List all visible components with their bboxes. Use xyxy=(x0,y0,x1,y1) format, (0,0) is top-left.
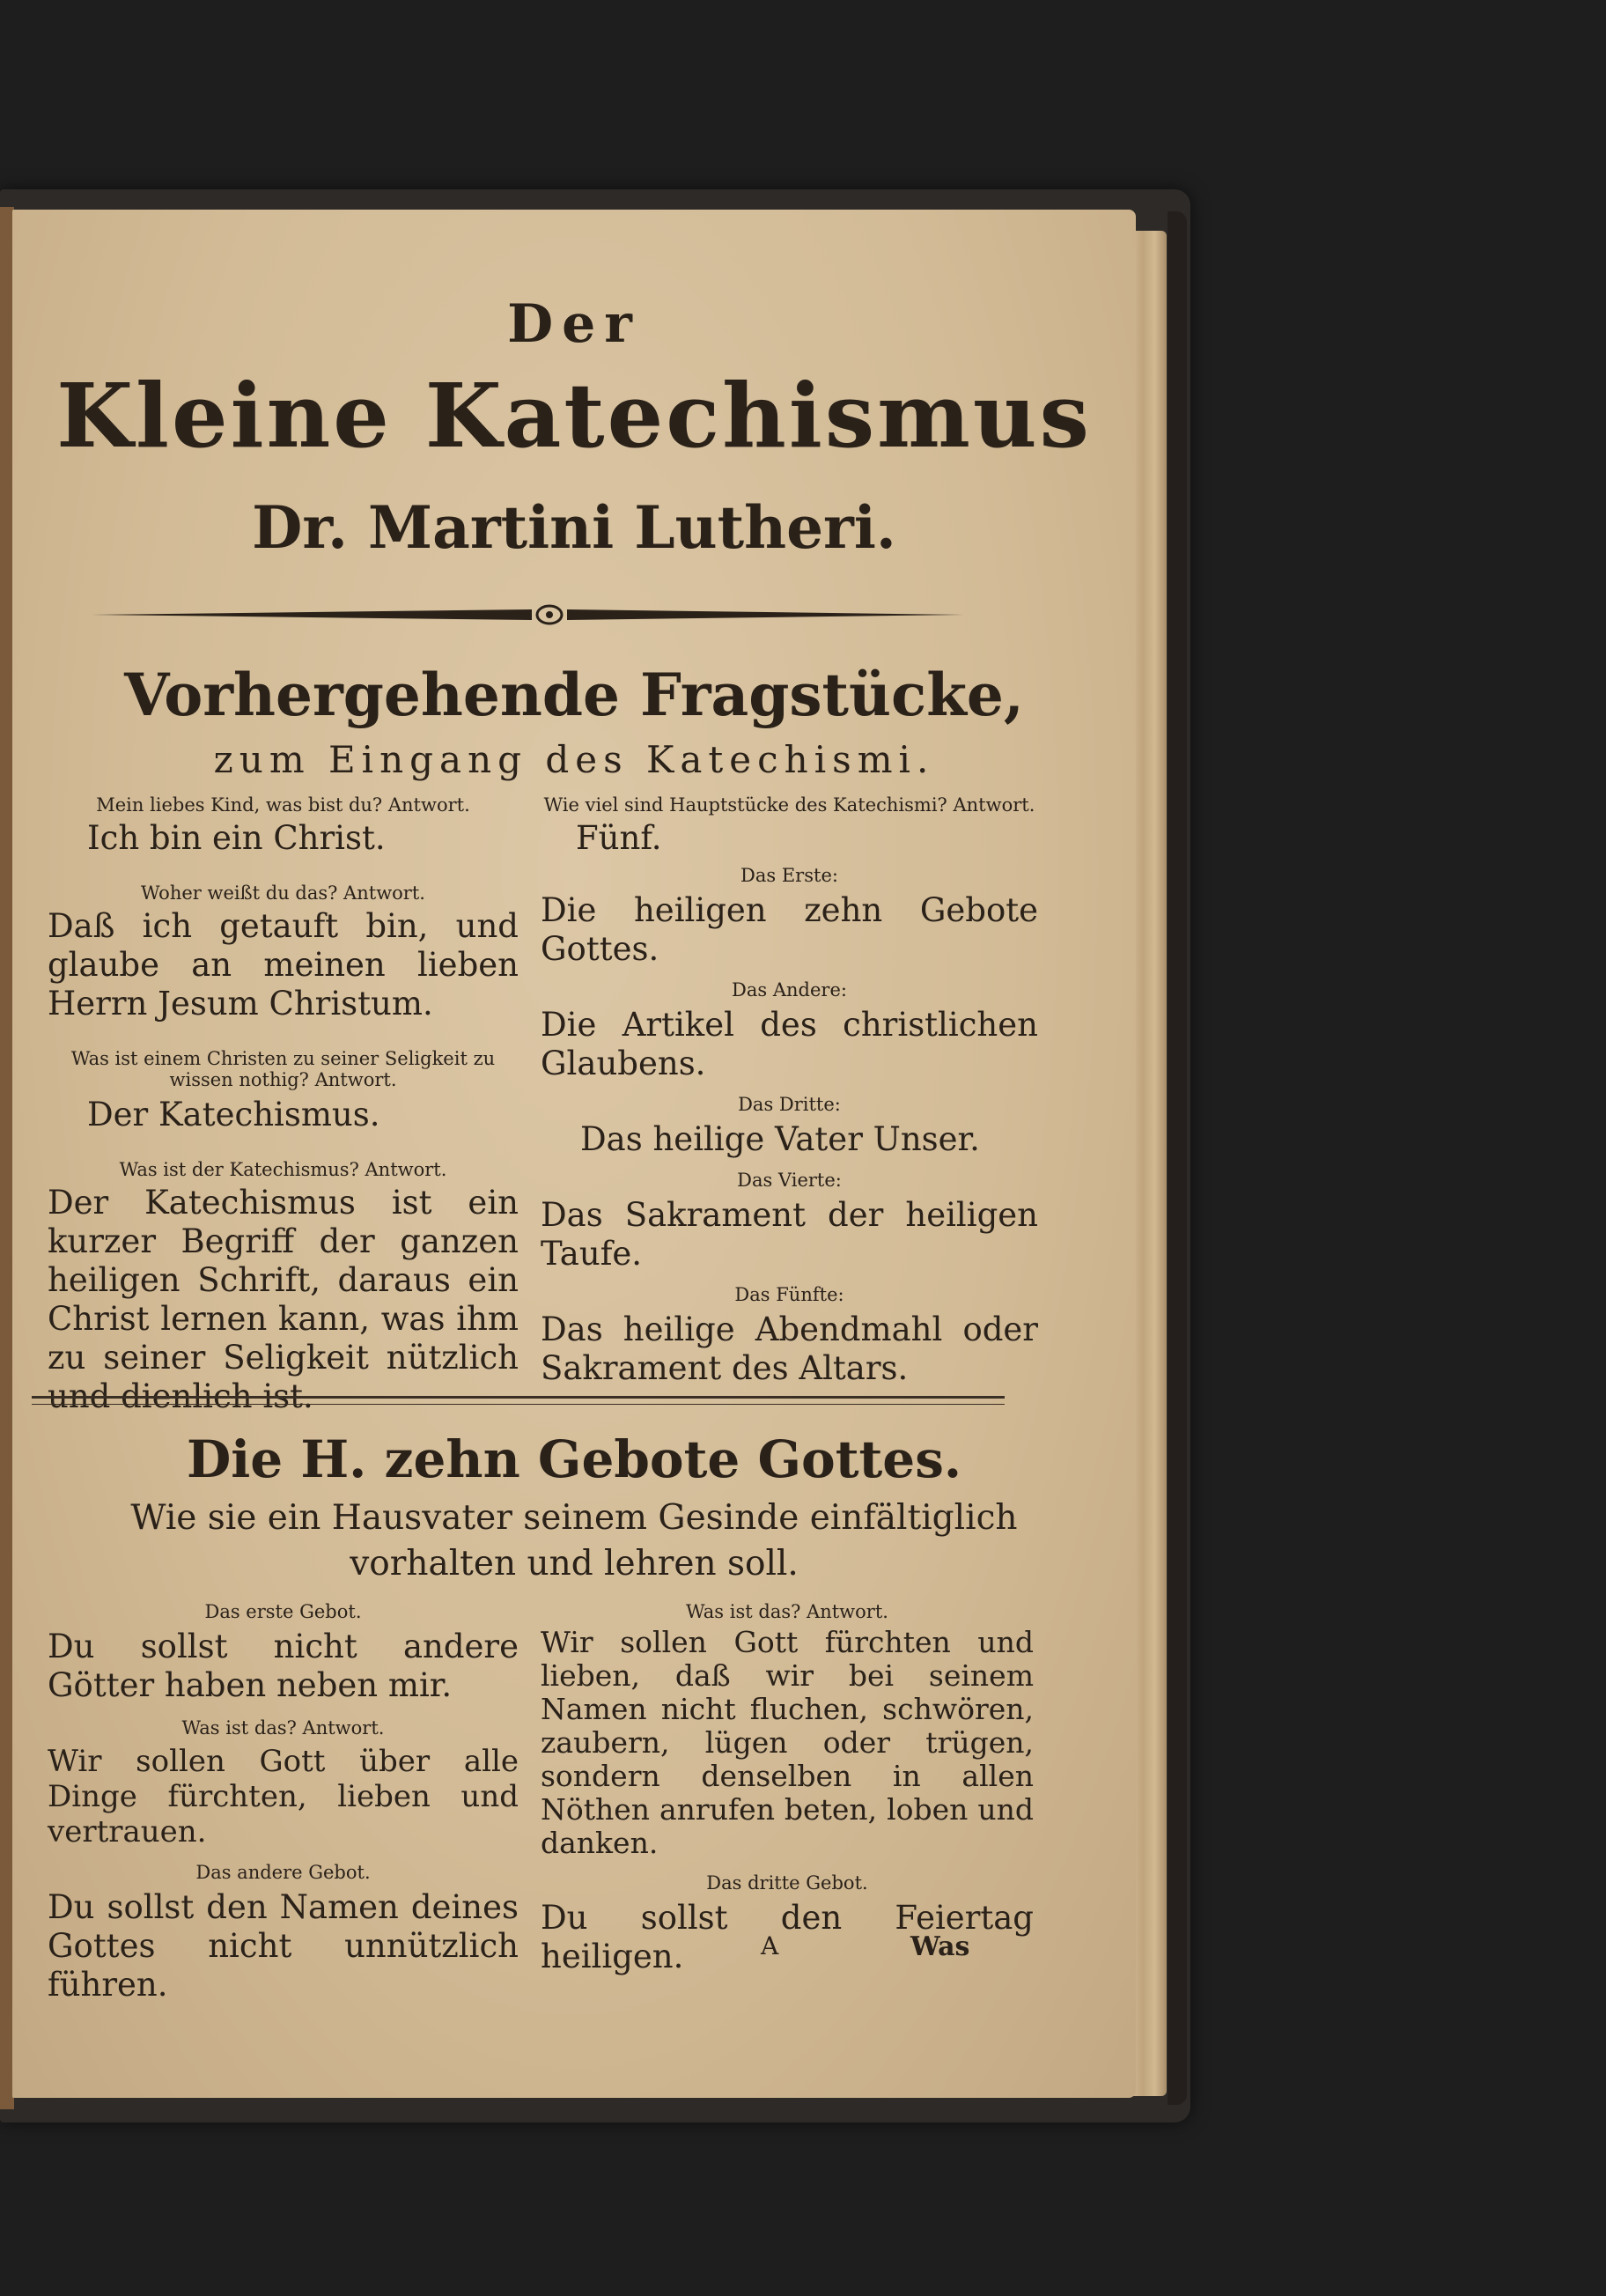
section1-subheading: zum Eingang des Katechismi. xyxy=(213,738,935,781)
question: Wie viel sind Hauptstücke des Katechismi? Antwort. xyxy=(543,794,1035,816)
title-article: Der xyxy=(507,293,641,355)
answer: Ich bin ein Christ. xyxy=(87,819,386,857)
item-label: Das dritte Gebot. xyxy=(706,1872,868,1894)
item-text: Du sollst nicht andere Götter haben neben mir. xyxy=(48,1628,519,1704)
item-text: Wir sollen Gott fürchten und lieben, daß wir bei seinem Namen nicht fluchen, schwören, zaubern, lügen oder trügen, sondern denselben in allen Nöthen anrufen beten, loben und danken. xyxy=(541,1625,1034,1860)
catchword: Was xyxy=(910,1931,970,1962)
item-label: Das Vierte: xyxy=(737,1170,842,1191)
title-main: Kleine Katechismus xyxy=(56,364,1092,468)
item-text: Die heiligen zehn Gebote Gottes. xyxy=(541,891,1038,968)
section1-left-column xyxy=(48,794,519,1416)
book-page xyxy=(12,210,1136,2098)
section1-heading: Vorhergehende Fragstücke, xyxy=(124,661,1024,729)
answer: Der Katechismus. xyxy=(87,1096,380,1133)
section2-left-column xyxy=(48,1601,519,2004)
item-label: Was ist das? Antwort. xyxy=(181,1717,385,1739)
item-text: Das heilige Vater Unser. xyxy=(580,1120,980,1158)
question: Woher weißt du das? Antwort. xyxy=(141,882,425,904)
ornament-rule xyxy=(92,602,963,628)
answer: Daß ich getauft bin, und glaube an meinen lieben Herrn Jesum Christum. xyxy=(48,907,519,1022)
book-back-cover xyxy=(1168,211,1187,2105)
section1-right-column xyxy=(541,794,1038,1388)
section-divider xyxy=(32,1404,1005,1405)
item-text: Die Artikel des christlichen Glaubens. xyxy=(541,1006,1038,1082)
title-author: Dr. Martini Lutheri. xyxy=(252,493,896,562)
signature-mark: A xyxy=(761,1931,779,1960)
section2-subheading: Wie sie ein Hausvater seinem Gesinde einfältiglich vorhalten und lehren soll. xyxy=(130,1498,1018,1584)
answer: Fünf. xyxy=(576,819,662,857)
item-text: Wir sollen Gott über alle Dinge fürchten, lieben und vertrauen. xyxy=(48,1744,519,1849)
item-text: Du sollst den Feiertag heiligen. xyxy=(541,1899,1034,1975)
item-label: Was ist das? Antwort. xyxy=(686,1601,888,1622)
item-text: Das Sakrament der heiligen Taufe. xyxy=(541,1196,1038,1273)
item-label: Das Andere: xyxy=(732,979,847,1000)
section2-heading: Die H. zehn Gebote Gottes. xyxy=(186,1429,962,1489)
question: Was ist der Katechismus? Antwort. xyxy=(119,1159,447,1180)
item-label: Das andere Gebot. xyxy=(195,1862,371,1883)
section-divider xyxy=(32,1396,1005,1399)
section2-right-column xyxy=(541,1601,1034,1976)
question: Mein liebes Kind, was bist du? Antwort. xyxy=(96,794,470,816)
item-text: Du sollst den Namen deines Gottes nicht unnützlich führen. xyxy=(48,1888,519,2004)
question: Was ist einem Christen zu seiner Seligkeit zu wissen nothig? Antwort. xyxy=(70,1048,496,1090)
item-label: Das Erste: xyxy=(740,865,838,886)
answer: Der Katechismus ist ein kurzer Begriff der ganzen heiligen Schrift, daraus ein Christ lernen kann, was ihm zu seiner Seligkeit nützlich und dienlich ist. xyxy=(48,1184,519,1415)
item-label: Das Fünfte: xyxy=(734,1284,844,1305)
item-text: Das heilige Abendmahl oder Sakrament des Altars. xyxy=(541,1310,1038,1387)
item-label: Das erste Gebot. xyxy=(204,1601,362,1622)
item-label: Das Dritte: xyxy=(738,1094,841,1115)
